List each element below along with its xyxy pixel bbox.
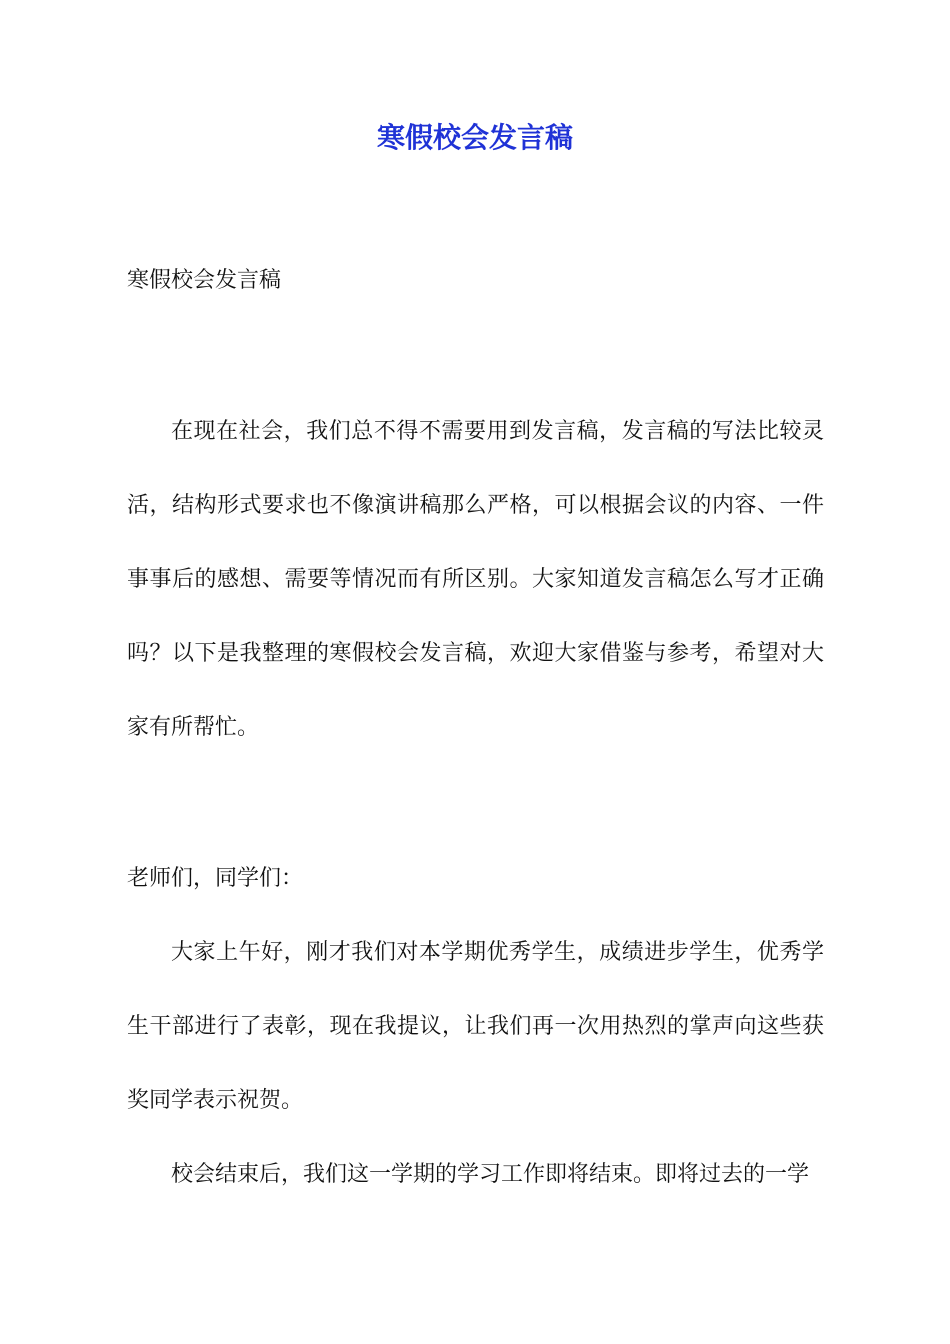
document-title: 寒假校会发言稿 [376,121,573,154]
salutation-paragraph: 老师们，同学们： [127,866,304,891]
body-paragraph: 校会结束后，我们这一学期的学习工作即将结束。即将过去的一学 [171,1162,810,1187]
body-paragraph: 大家上午好，刚才我们对本学期优秀学生，成绩进步学生，优秀学生干部进行了表彰，现在我提议，让我们再一次用热烈的掌声向这些获奖同学表示祝贺。 [127,940,824,1113]
intro-paragraph: 在现在社会，我们总不得不需要用到发言稿，发言稿的写法比较灵活，结构形式要求也不像演讲稿那么严格，可以根据会议的内容、一件事事后的感想、需要等情况而有所区别。大家知道发言稿怎么写才正确吗？以下是我整理的寒假校会发言稿，欢迎大家借鉴与参考，希望对大家有所帮忙。 [127,419,824,740]
document-subtitle: 寒假校会发言稿 [127,268,282,293]
